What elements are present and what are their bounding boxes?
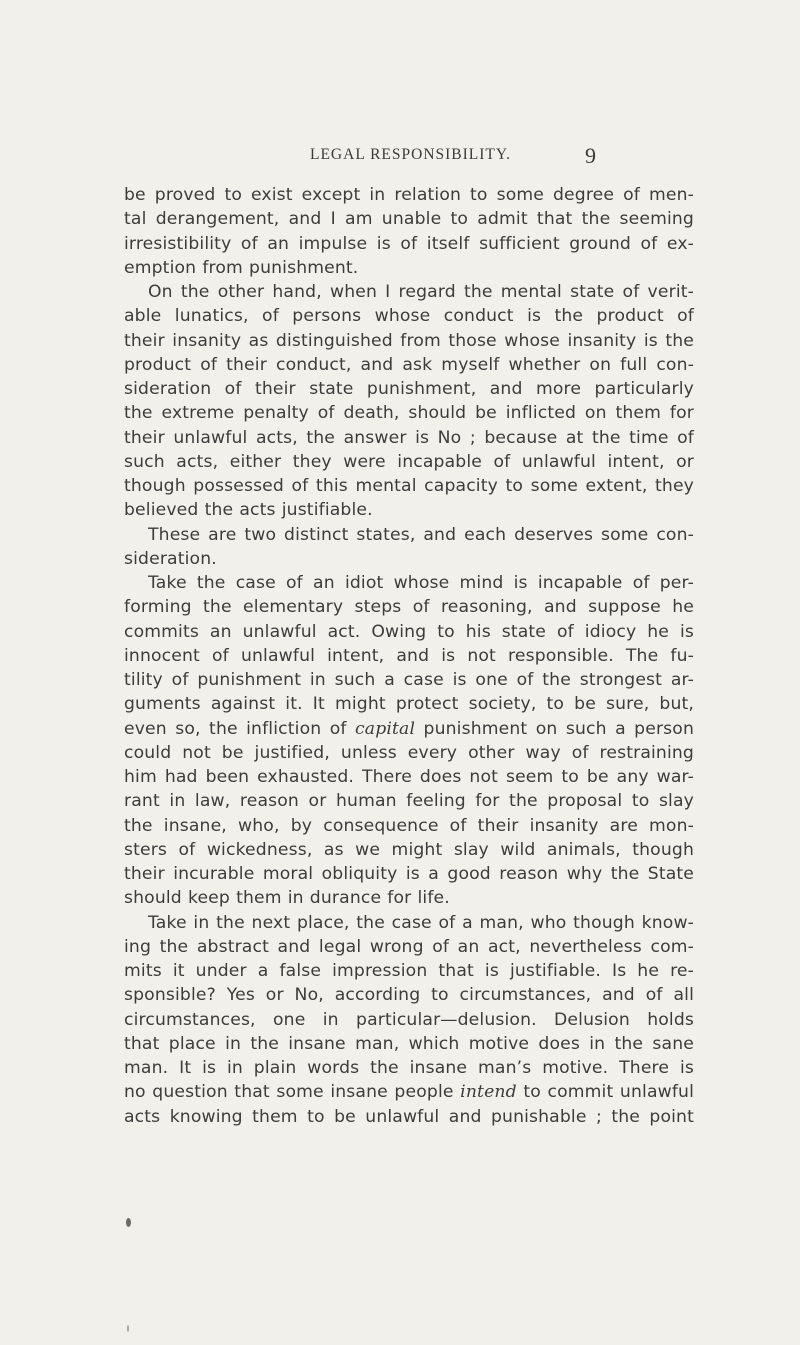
text-run: to commit unlawful [516,1082,694,1103]
text-line: irresistibility of an impulse is of itself sufficient ground of ex- [124,233,694,254]
text-line: sponsible? Yes or No, according to circumstances, and of all [124,985,694,1006]
text-line: ing the abstract and legal wrong of an act, nevertheless com- [124,936,694,957]
text-line: guments against it. It might protect society, to be sure, but, [124,694,694,715]
text-line: be proved to exist except in relation to some degree of men- [124,185,694,205]
text-line: man. It is in plain words the insane man’s motive. There is [124,1058,694,1078]
text-line: acts knowing them to be unlawful and punishable ; the point [124,1106,694,1127]
body-text [124,183,694,1129]
text-line: forming the elementary steps of reasoning, and suppose he [124,597,694,618]
page-number: 9 [585,143,596,168]
running-title: LEGAL RESPONSIBILITY. [310,146,511,163]
text-line-with-italic [124,1080,694,1104]
text-line: innocent of unlawful intent, and is not responsible. The fu- [124,645,694,666]
text-line: circumstances, one in particular—delusion. Delusion holds [124,1009,694,1030]
ink-speck [126,1218,131,1227]
text-line: On the other hand, when I regard the mental state of verit- [148,282,694,302]
text-line: believed the acts justifiable. [124,500,373,521]
ink-speck [127,1325,129,1332]
text-line: Take the case of an idiot whose mind is incapable of per- [148,573,694,593]
text-line: These are two distinct states, and each deserves some con- [148,524,694,545]
text-line: tility of punishment in such a case is one of the strongest ar- [124,670,694,690]
text-line: their unlawful acts, the answer is No ; because at the time of [124,427,694,448]
text-line: commits an unlawful act. Owing to his state of idiocy he is [124,621,694,642]
text-line: that place in the insane man, which motive does in the sane [124,1033,694,1054]
text-run: no question that some insane people [124,1082,461,1103]
italic-word: capital [355,718,416,739]
text-line: sideration. [124,548,217,569]
text-line: mits it under a false impression that is justifiable. Is he re- [124,961,694,981]
text-line: rant in law, reason or human feeling for the proposal to slay [124,791,694,812]
text-line: should keep them in durance for life. [124,888,450,909]
text-line: could not be justified, unless every other way of restraining [124,742,694,763]
text-line: their insanity as distinguished from those whose insanity is the [124,330,694,351]
text-line: their incurable moral obliquity is a good reason why the State [124,864,694,884]
text-line: him had been exhausted. There does not seem to be any war- [124,767,694,787]
text-line: the extreme penalty of death, should be inflicted on them for [124,403,694,424]
text-line: product of their conduct, and ask myself whether on full con- [124,354,694,375]
text-line: able lunatics, of persons whose conduct is the product of [124,306,694,327]
running-head [0,143,800,168]
text-line: tal derangement, and I am unable to admit that the seeming [124,209,694,230]
text-line: sideration of their state punishment, and more particularly [124,379,694,399]
text-line: though possessed of this mental capacity to some extent, they [124,476,694,496]
italic-word: intend [460,1082,517,1103]
text-line-with-italic [124,717,694,741]
text-line: Take in the next place, the case of a man, who though know- [148,912,694,933]
text-run: punishment on such a person [415,718,694,739]
text-line: emption from punishment. [124,257,359,278]
text-line: the insane, who, by consequence of their insanity are mon- [124,815,694,836]
text-run: even so, the infliction of [124,718,356,739]
text-line: such acts, either they were incapable of unlawful intent, or [124,451,694,472]
text-line: sters of wickedness, as we might slay wild animals, though [124,839,694,860]
